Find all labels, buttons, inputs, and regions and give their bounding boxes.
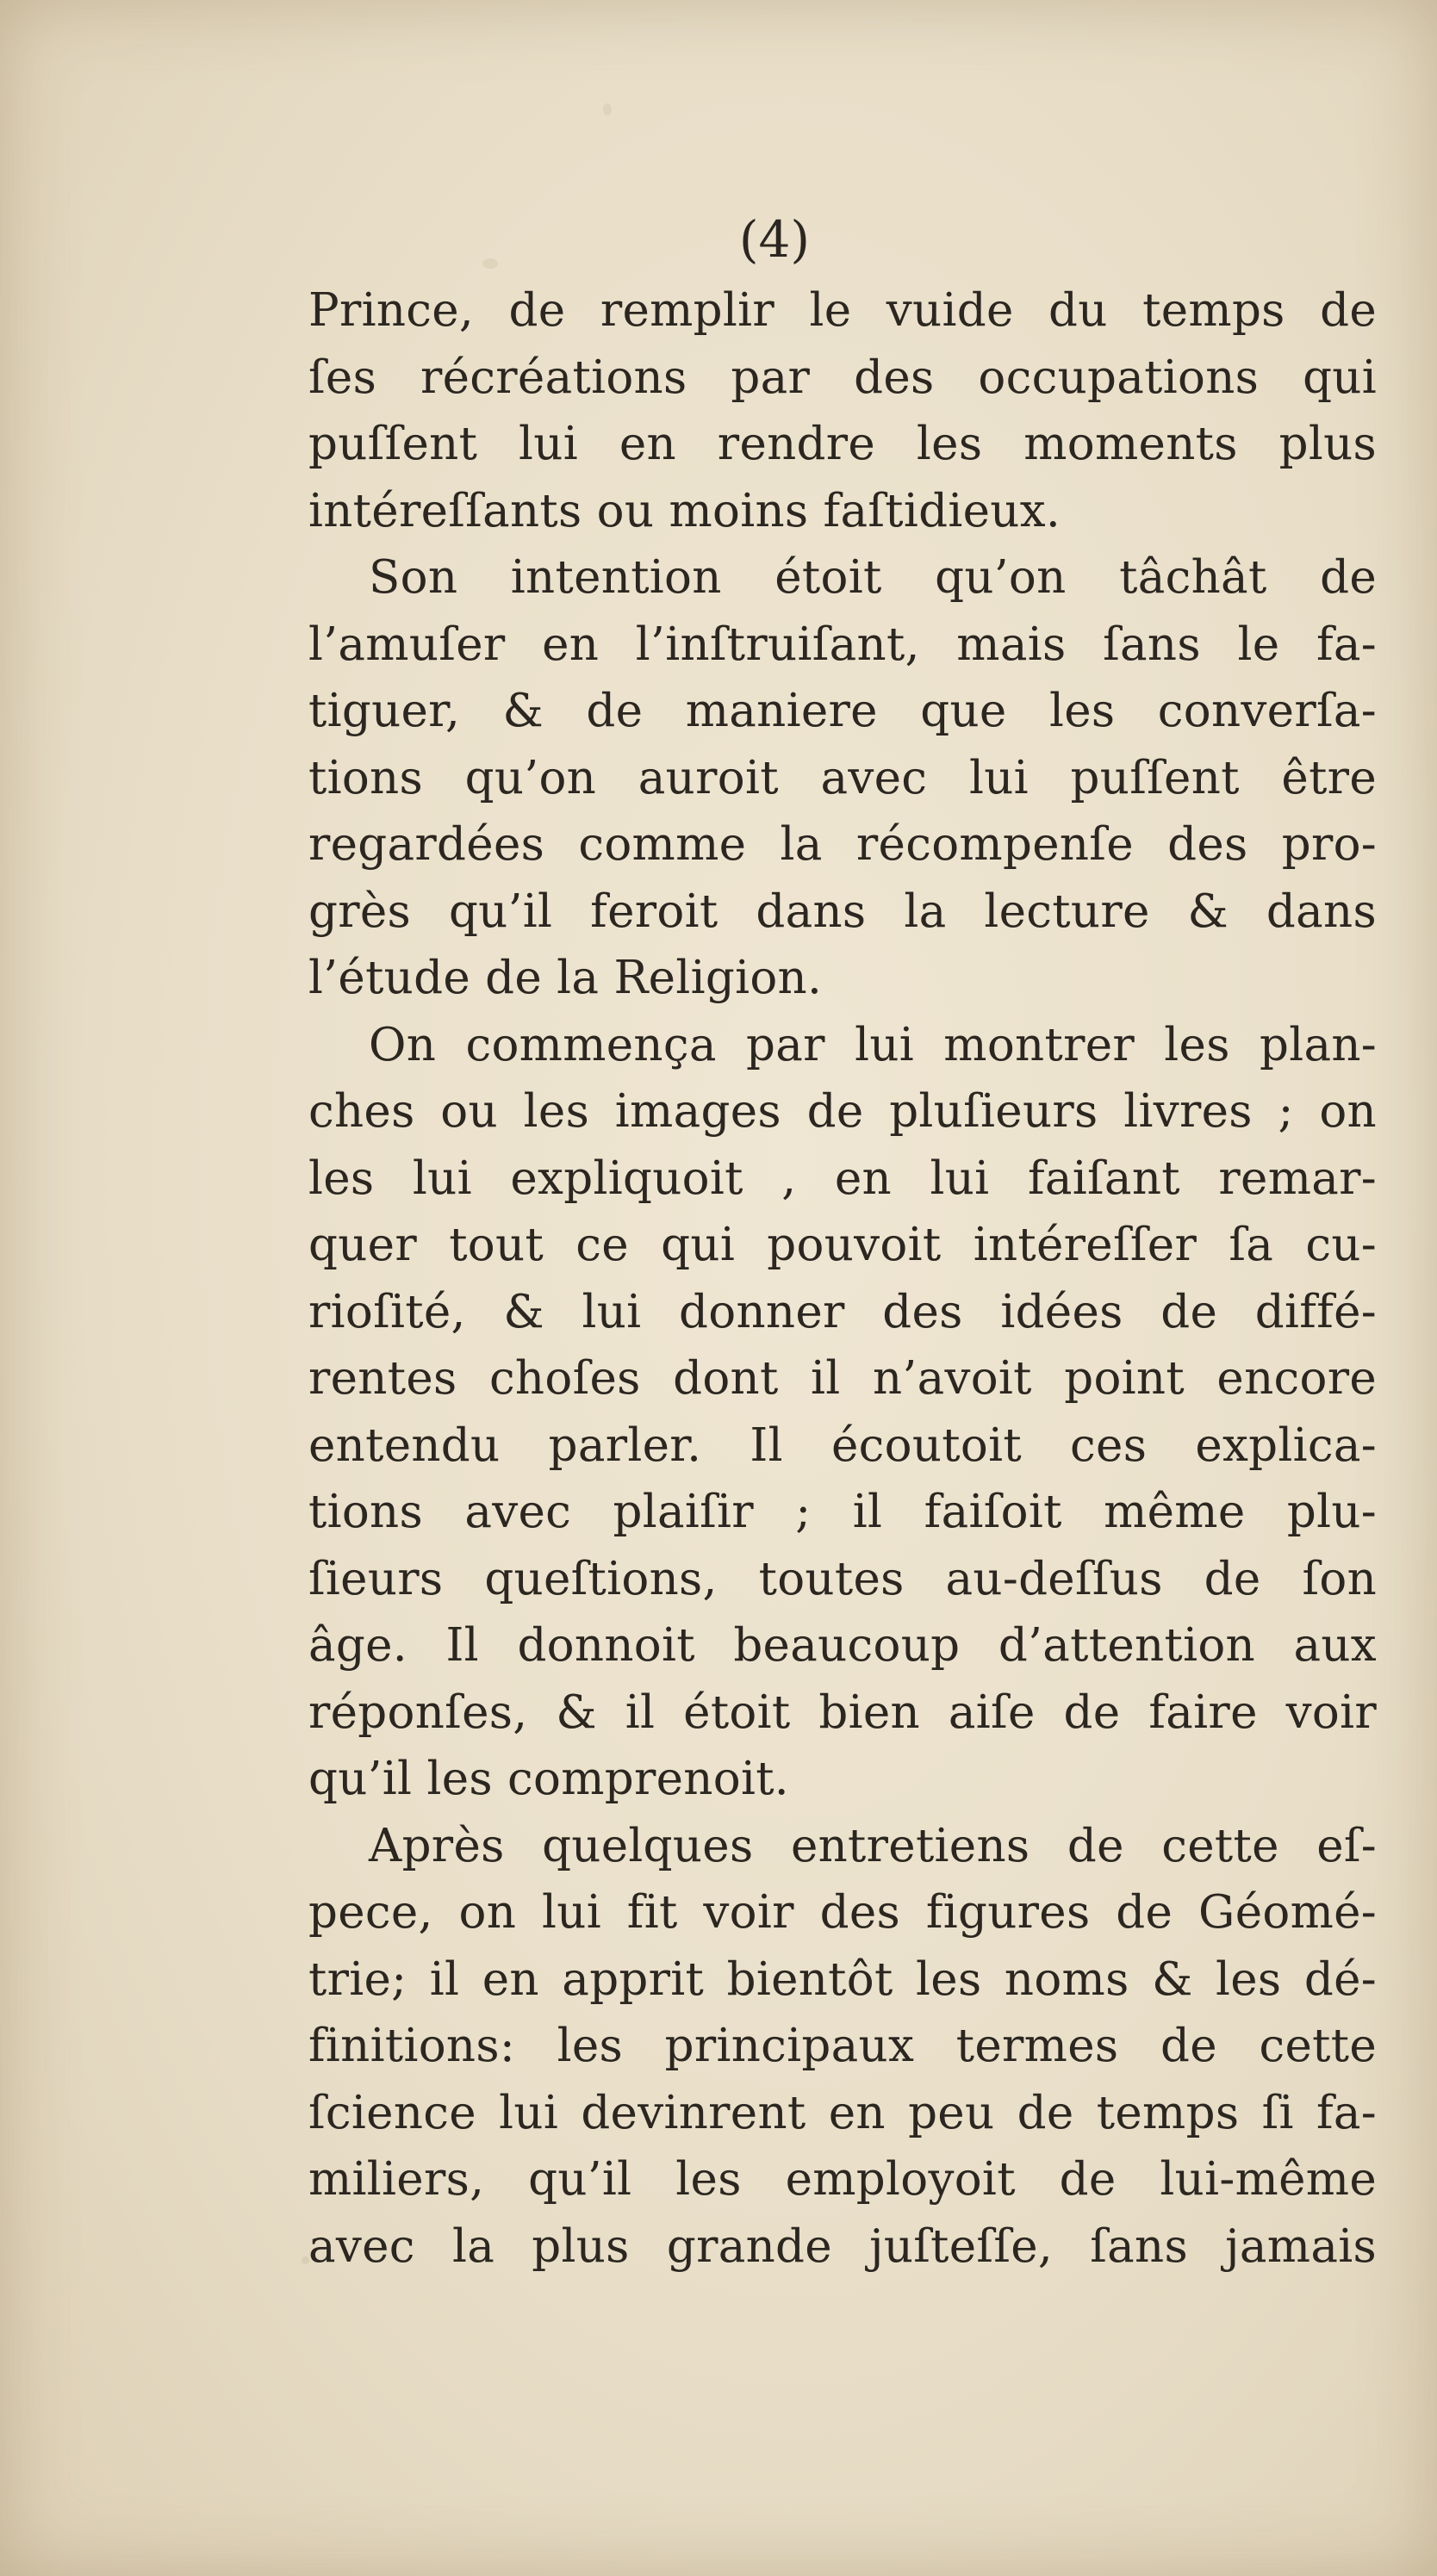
text-line: l’amuſer en l’inſtruiſant, mais ſans le fa- bbox=[308, 618, 1377, 671]
text-line: Après quelques entretiens de cette eſ- bbox=[369, 1819, 1377, 1872]
text-line: entendu parler. Il écoutoit ces explica- bbox=[308, 1418, 1377, 1472]
text-line: l’étude de la Religion. bbox=[308, 952, 823, 1004]
text-line: rentes choſes dont il n’avoit point encore bbox=[308, 1352, 1377, 1405]
text-line: les lui expliquoit , en lui faiſant remar- bbox=[308, 1151, 1377, 1205]
text-line: miliers, qu’il les employoit de lui-même bbox=[308, 2153, 1377, 2206]
text-line: grès qu’il feroit dans la lecture & dans bbox=[308, 885, 1377, 938]
text-line: ches ou les images de pluſieurs livres ; on bbox=[308, 1085, 1377, 1138]
text-line: puſſent lui en rendre les moments plus bbox=[308, 418, 1377, 470]
text-line: réponſes, & il étoit bien aiſe de faire voir bbox=[308, 1685, 1377, 1739]
page-number: (4) bbox=[738, 210, 811, 269]
text-line: On commença par lui montrer les plan- bbox=[369, 1018, 1377, 1071]
paper-spot bbox=[603, 103, 612, 115]
text-line: ſieurs queſtions, toutes au-deſſus de ſon bbox=[308, 1552, 1377, 1605]
text-line: tiguer, & de maniere que les converſa- bbox=[308, 685, 1377, 737]
text-line: qu’il les comprenoit. bbox=[308, 1753, 789, 1805]
text-line: trie; il en apprit bientôt les noms & les dé- bbox=[308, 1952, 1377, 2006]
text-line: rioſité, & lui donner des idées de diffé- bbox=[308, 1285, 1377, 1338]
text-line: intéreſſants ou moins faſtidieux. bbox=[308, 484, 1061, 537]
text-line: ſcience lui devinrent en peu de temps ſi fa- bbox=[308, 2086, 1377, 2139]
text-line: tions avec plaiſir ; il faiſoit même plu- bbox=[308, 1486, 1377, 1538]
text-line: pece, on lui fit voir des figures de Géomé- bbox=[308, 1886, 1377, 1939]
text-line: âge. Il donnoit beaucoup d’attention aux bbox=[308, 1619, 1377, 1672]
text-line: quer tout ce qui pouvoit intéreſſer ſa cu- bbox=[308, 1219, 1377, 1271]
body-text bbox=[308, 277, 1377, 2280]
text-line: tions qu’on auroit avec lui puſſent être bbox=[308, 751, 1377, 804]
text-line: avec la plus grande juſteſſe, ſans jamais bbox=[308, 2219, 1377, 2273]
text-line: Son intention étoit qu’on tâchât de bbox=[369, 551, 1377, 604]
text-line: regardées comme la récompenſe des pro- bbox=[308, 818, 1377, 871]
text-line: finitions: les principaux termes de cette bbox=[308, 2020, 1377, 2072]
text-line: Prince, de remplir le vuide du temps de bbox=[308, 284, 1377, 337]
text-line: ſes récréations par des occupations qui bbox=[308, 351, 1377, 404]
